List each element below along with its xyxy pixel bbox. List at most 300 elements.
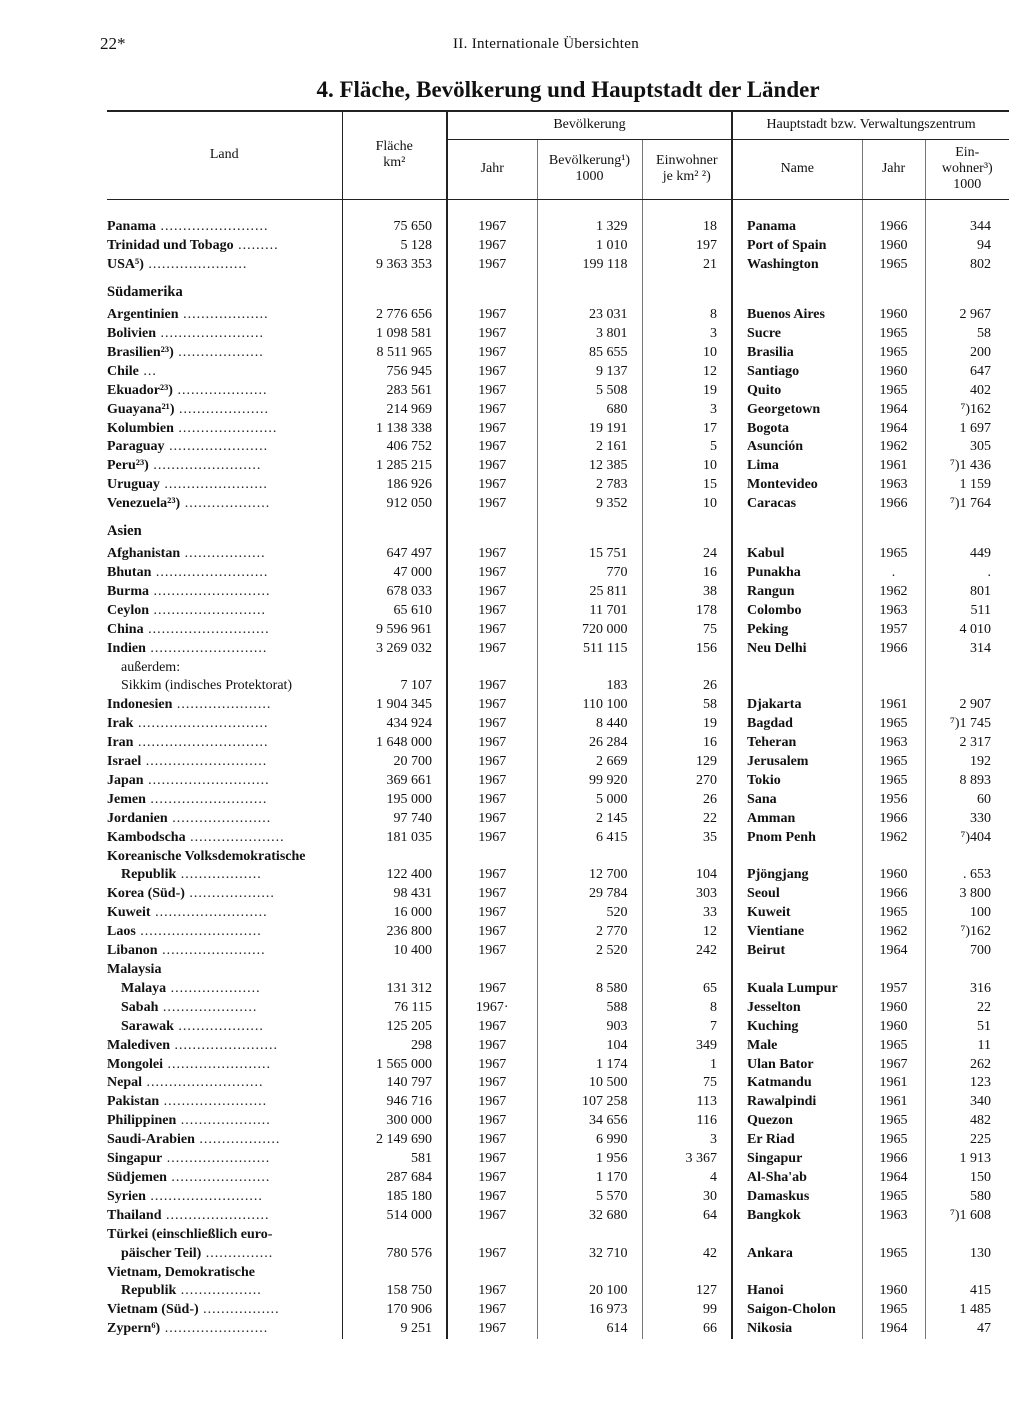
capital-year: 1960 [879,1283,908,1299]
country-name: Sarawak [121,1018,174,1034]
capital-name: Katmandu [747,1075,812,1091]
table-row [107,1245,1009,1264]
header-land: Land [107,111,342,199]
country-name: Argentinien [107,307,179,323]
table-row [107,363,1009,382]
capital-year: 1965 [879,1037,908,1053]
country-name: Saudi-Arabien [107,1132,195,1148]
header-hauptstadt: Hauptstadt bzw. Verwaltungszentrum [732,111,1009,139]
area-value: 2 149 690 [376,1132,432,1148]
capital-population: 130 [970,1245,992,1261]
capital-population: 344 [970,219,992,235]
population-value: 511 115 [583,640,628,656]
country-name: Zypern⁶) [107,1321,161,1337]
header-flaeche-label: Fläche [375,139,413,155]
country-name: USA⁵) [107,257,144,273]
density-value: 4 [710,1169,718,1185]
table-row [107,621,1009,640]
capital-year: 1960 [879,867,908,883]
table-row [107,564,1009,583]
table-row [107,885,1009,904]
capital-year: 1965 [879,716,908,732]
population-value: 588 [606,999,628,1015]
country-name: Israel [107,754,142,770]
table-row [107,772,1009,791]
table-row [107,1169,1009,1188]
table-row [107,1226,1009,1245]
capital-population: 449 [970,546,992,562]
population-value: 1 010 [596,238,628,254]
capital-name: Quito [747,382,782,398]
capital-year: 1965 [879,1188,908,1204]
table-row [107,256,1009,275]
density-value: 7 [710,1018,718,1034]
density-value: 127 [696,1283,718,1299]
density-value: 8 [710,307,718,323]
capital-name: Kuching [747,1018,799,1034]
leader-dots: ...................... [164,439,269,455]
capital-population: . 653 [963,867,992,883]
table-row [107,602,1009,621]
capital-name: Pnom Penh [747,829,816,845]
population-value: 614 [606,1321,628,1337]
population-year: 1967 [478,326,507,342]
capital-name: Jesselton [747,999,801,1015]
capital-name: Ulan Bator [747,1056,814,1072]
header-name: Name [732,139,862,199]
density-value: 3 [710,401,718,417]
header-h-einwohner-c: 1000 [953,177,982,192]
density-value: 19 [703,382,718,398]
population-value: 6 990 [596,1132,628,1148]
page-number: 22* [100,34,126,53]
population-year: 1967 [478,943,507,959]
capital-name: Lima [747,458,779,474]
area-value: 946 716 [386,1094,432,1110]
area-value: 7 107 [400,678,432,694]
population-value: 32 710 [589,1245,628,1261]
population-year: 1967 [478,905,507,921]
country-name: Paraguay [107,439,165,455]
population-value: 15 751 [589,546,628,562]
area-value: 369 661 [386,772,432,788]
population-value: 2 161 [596,439,628,455]
country-name: Sabah [121,999,159,1015]
population-value: 2 783 [596,477,628,493]
capital-year: 1961 [879,1094,908,1110]
capital-year: 1965 [879,257,908,273]
density-value: 197 [696,238,718,254]
area-value: 298 [411,1037,432,1053]
density-value: 26 [703,678,718,694]
capital-year: 1965 [879,382,908,398]
leader-dots: ................... [184,886,275,902]
capital-population: 11 [977,1037,992,1053]
density-value: 21 [703,257,718,273]
area-value: 97 740 [393,810,432,826]
capital-population: 262 [970,1056,992,1072]
capital-population: 1 697 [959,420,992,436]
capital-name: Bogota [747,420,790,436]
density-value: 10 [703,496,718,512]
density-value: 22 [703,810,718,826]
capital-name: Asunción [747,439,804,455]
capital-name: Montevideo [747,477,818,493]
population-year: 1967 [478,886,507,902]
capital-name: Buenos Aires [747,307,825,323]
population-year: 1967 [478,678,507,694]
capital-population: 150 [970,1169,992,1185]
capital-population: 100 [970,905,992,921]
leader-dots: ........................... [143,621,270,637]
table-row [107,829,1009,848]
capital-year: 1964 [879,420,908,436]
capital-population: 580 [970,1188,992,1204]
table-row [107,1282,1009,1301]
table-row [107,1056,1009,1075]
density-value: 8 [710,999,718,1015]
area-value: 1 565 000 [376,1056,432,1072]
population-value: 5 570 [596,1188,628,1204]
capital-population: 47 [977,1321,992,1337]
table-row [107,715,1009,734]
country-name: Republik [121,867,177,883]
capital-name: Beirut [747,943,786,959]
area-value: 10 400 [393,943,432,959]
data-table [107,110,1009,1339]
population-year: 1967 [478,1207,507,1223]
population-year: 1967 [478,439,507,455]
capital-population: 511 [970,602,992,618]
country-name: Uruguay [107,477,160,493]
capital-year: 1957 [879,621,908,637]
header-bev-1000-a: Bevölkerung¹) [548,153,631,168]
capital-year: 1963 [879,1207,908,1223]
table-header [107,111,1009,199]
population-value: 1 170 [596,1169,628,1185]
area-value: 75 650 [393,219,432,235]
capital-population: 225 [970,1132,992,1148]
table-row [107,401,1009,420]
capital-population: 1 913 [959,1151,992,1167]
capital-year: 1960 [879,363,908,379]
capital-year: 1962 [879,829,908,845]
country-name: Malaya [121,980,167,996]
country-name: Republik [121,1283,177,1299]
population-value: 8 440 [596,716,628,732]
area-value: 780 576 [386,1245,432,1261]
header-einwohner-km [642,139,732,199]
capital-population: ⁷)1 436 [949,458,992,474]
population-value: 6 415 [596,829,628,845]
area-value: 76 115 [394,999,432,1015]
region-label: Asien [107,523,142,540]
density-value: 242 [696,943,718,959]
density-value: 12 [703,363,718,379]
capital-population: ⁷)404 [960,829,992,845]
population-year: 1967 [478,1113,507,1129]
country-name: Jordanien [107,810,168,826]
area-value: 2 776 656 [376,307,432,323]
population-value: 20 100 [589,1283,628,1299]
capital-population: 415 [970,1283,992,1299]
region-row [107,275,1009,302]
country-name: Jemen [107,791,146,807]
table-row [107,640,1009,659]
density-value: 15 [703,477,718,493]
capital-year: 1961 [879,697,908,713]
capital-population: 700 [970,943,992,959]
population-year: 1967 [478,496,507,512]
country-name: Japan [107,772,144,788]
leader-dots: ........................... [135,924,262,940]
country-name: Kuweit [107,905,151,921]
leader-dots: ........................... [143,772,270,788]
table-row [107,545,1009,564]
area-value: 9 363 353 [376,257,432,273]
country-name: Pakistan [107,1094,160,1110]
area-value: 1 648 000 [376,735,432,751]
population-value: 1 174 [596,1056,628,1072]
capital-year: 1964 [879,401,908,417]
capital-population: 2 317 [959,735,992,751]
population-year: 1967 [478,867,507,883]
population-year: 1967 [478,257,507,273]
capital-year: 1965 [879,1132,908,1148]
country-name: Mongolei [107,1056,163,1072]
leader-dots: ....................... [163,1056,271,1072]
table-row [107,696,1009,715]
population-year: 1967 [478,1169,507,1185]
country-name: Sikkim (indisches Protektorat) [121,678,293,694]
table-row [107,734,1009,753]
population-year: 1967 [478,1094,507,1110]
area-value: 581 [411,1151,432,1167]
leader-dots: ...................... [166,1169,271,1185]
population-year: 1967 [478,716,507,732]
population-value: 520 [606,905,628,921]
leader-dots: ................... [173,1018,264,1034]
density-value: 26 [703,791,718,807]
table-row [107,1037,1009,1056]
leader-dots: ....................... [170,1037,278,1053]
capital-name: Hanoi [747,1283,784,1299]
density-value: 99 [703,1302,718,1318]
capital-population: ⁷)1 608 [949,1207,992,1223]
capital-population: ⁷)1 745 [949,716,992,732]
population-value: 5 508 [596,382,628,398]
area-value: 1 138 338 [376,420,432,436]
table-row [107,677,1009,696]
header-bev-1000 [537,139,642,199]
density-value: 1 [710,1056,718,1072]
area-value: 287 684 [386,1169,432,1185]
capital-name: Er Riad [747,1132,795,1148]
leader-dots: ....................... [159,1094,268,1110]
capital-population: 801 [970,583,992,599]
region-label: Südamerika [107,284,183,301]
leader-dots: ......................... [151,564,269,580]
leader-dots: ....................... [159,477,268,493]
area-value: 20 700 [393,754,432,770]
density-value: 30 [703,1188,718,1204]
area-value: 181 035 [386,829,432,845]
population-year: 1967 [478,344,507,360]
table-row [107,420,1009,439]
table-row [107,306,1009,325]
leader-dots: .................... [172,382,268,398]
capital-year: 1965 [879,344,908,360]
section-heading: II. Internationale Übersichten [453,36,640,52]
table-row [107,237,1009,256]
capital-year: 1960 [879,238,908,254]
population-year: 1967 [478,1075,507,1091]
area-value: 1 285 215 [376,458,432,474]
leader-dots: ........................ [156,219,269,235]
population-year: 1967 [478,458,507,474]
country-name: Nepal [107,1075,142,1091]
capital-year: 1966 [879,810,908,826]
population-value: 720 000 [582,621,628,637]
population-value: 680 [606,401,628,417]
country-name: Venezuela²³) [107,496,181,512]
leader-dots: ............................. [133,716,269,732]
population-value: 19 191 [589,420,628,436]
table-row [107,495,1009,514]
capital-name: Georgetown [747,401,821,417]
density-value: 12 [703,924,718,940]
population-value: 199 118 [582,257,628,273]
header-h-jahr: Jahr [862,139,925,199]
country-name: Panama [107,219,156,235]
capital-year: 1963 [879,477,908,493]
density-value: 10 [703,458,718,474]
density-value: 66 [703,1321,718,1337]
area-value: 131 312 [386,980,432,996]
density-value: 10 [703,344,718,360]
table-row [107,961,1009,980]
population-value: 5 000 [596,791,628,807]
country-name: Burma [107,583,149,599]
population-year: 1967 [478,1018,507,1034]
country-name: Libanon [107,943,158,959]
country-name: Bolivien [107,326,157,342]
capital-year: 1960 [879,999,908,1015]
header-flaeche-unit: km² [383,155,406,171]
capital-name: Port of Spain [747,238,827,254]
capital-population: 60 [977,791,992,807]
country-name: Iran [107,735,134,751]
density-value: 75 [703,1075,718,1091]
density-value: 35 [703,829,718,845]
country-name: Guayana²¹) [107,401,175,417]
leader-dots: ................... [180,496,271,512]
population-year: 1967 [478,307,507,323]
table-row [107,1207,1009,1226]
area-value: 406 752 [386,439,432,455]
table-row [107,382,1009,401]
table-row [107,904,1009,923]
capital-name: Nikosia [747,1321,793,1337]
area-value: 9 596 961 [376,621,432,637]
population-value: 2 520 [596,943,628,959]
density-value: 156 [696,640,718,656]
capital-year: 1962 [879,924,908,940]
capital-population: ⁷)162 [960,924,992,940]
population-value: 9 352 [596,496,628,512]
density-value: 19 [703,716,718,732]
density-value: 178 [696,602,718,618]
population-value: 32 680 [589,1207,628,1223]
population-value: 2 669 [596,754,628,770]
population-value: 10 500 [589,1075,628,1091]
capital-year: 1965 [879,1302,908,1318]
area-value: 434 924 [386,716,432,732]
capital-name: Male [747,1037,778,1053]
capital-year: 1963 [879,602,908,618]
area-value: 98 431 [393,886,432,902]
population-year: 1967 [478,1283,507,1299]
capital-name: Sana [747,791,777,807]
table-body [107,199,1009,1339]
country-name: Kolumbien [107,420,174,436]
density-value: 38 [703,583,718,599]
capital-population: . [987,564,992,580]
leader-dots: ............... [201,1245,274,1261]
capital-population: 51 [977,1018,992,1034]
country-name: Türkei (einschließlich euro- [107,1226,273,1242]
density-value: 42 [703,1245,718,1261]
population-year: 1967 [478,829,507,845]
area-value: 195 000 [386,791,432,807]
leader-dots: ... [138,363,157,379]
leader-dots: ................... [173,344,264,360]
population-year: 1967 [478,602,507,618]
header-bev-1000-b: 1000 [575,169,604,184]
leader-dots: ......................... [149,602,266,618]
country-name: Koreanische Volksdemokratische [107,848,306,864]
capital-name: Peking [747,621,789,637]
leader-dots: ....................... [162,1151,271,1167]
capital-year: 1966 [879,496,908,512]
capital-year: 1962 [879,583,908,599]
capital-population: 2 907 [959,697,992,713]
leader-dots: ................... [178,307,269,323]
country-name: Peru²³) [107,458,149,474]
table-row [107,659,1009,678]
country-name: Bhutan [107,564,152,580]
area-value: 236 800 [386,924,432,940]
population-year: 1967 [478,219,507,235]
area-value: 514 000 [386,1207,432,1223]
capital-population: 802 [970,257,992,273]
table-row [107,1264,1009,1283]
population-year: 1967 [478,583,507,599]
country-name: Malediven [107,1037,170,1053]
area-value: 8 511 965 [376,344,432,360]
capital-name: Ankara [747,1245,793,1261]
table-row [107,1131,1009,1150]
population-year: 1967 [478,238,507,254]
capital-name: Punakha [747,564,801,580]
country-name: Indien [107,640,146,656]
capital-name: Santiago [747,363,800,379]
leader-dots: ......... [233,238,279,254]
capital-year: 1963 [879,735,908,751]
leader-dots: ...................... [167,810,272,826]
country-name: Laos [107,924,136,940]
region-row [107,514,1009,541]
